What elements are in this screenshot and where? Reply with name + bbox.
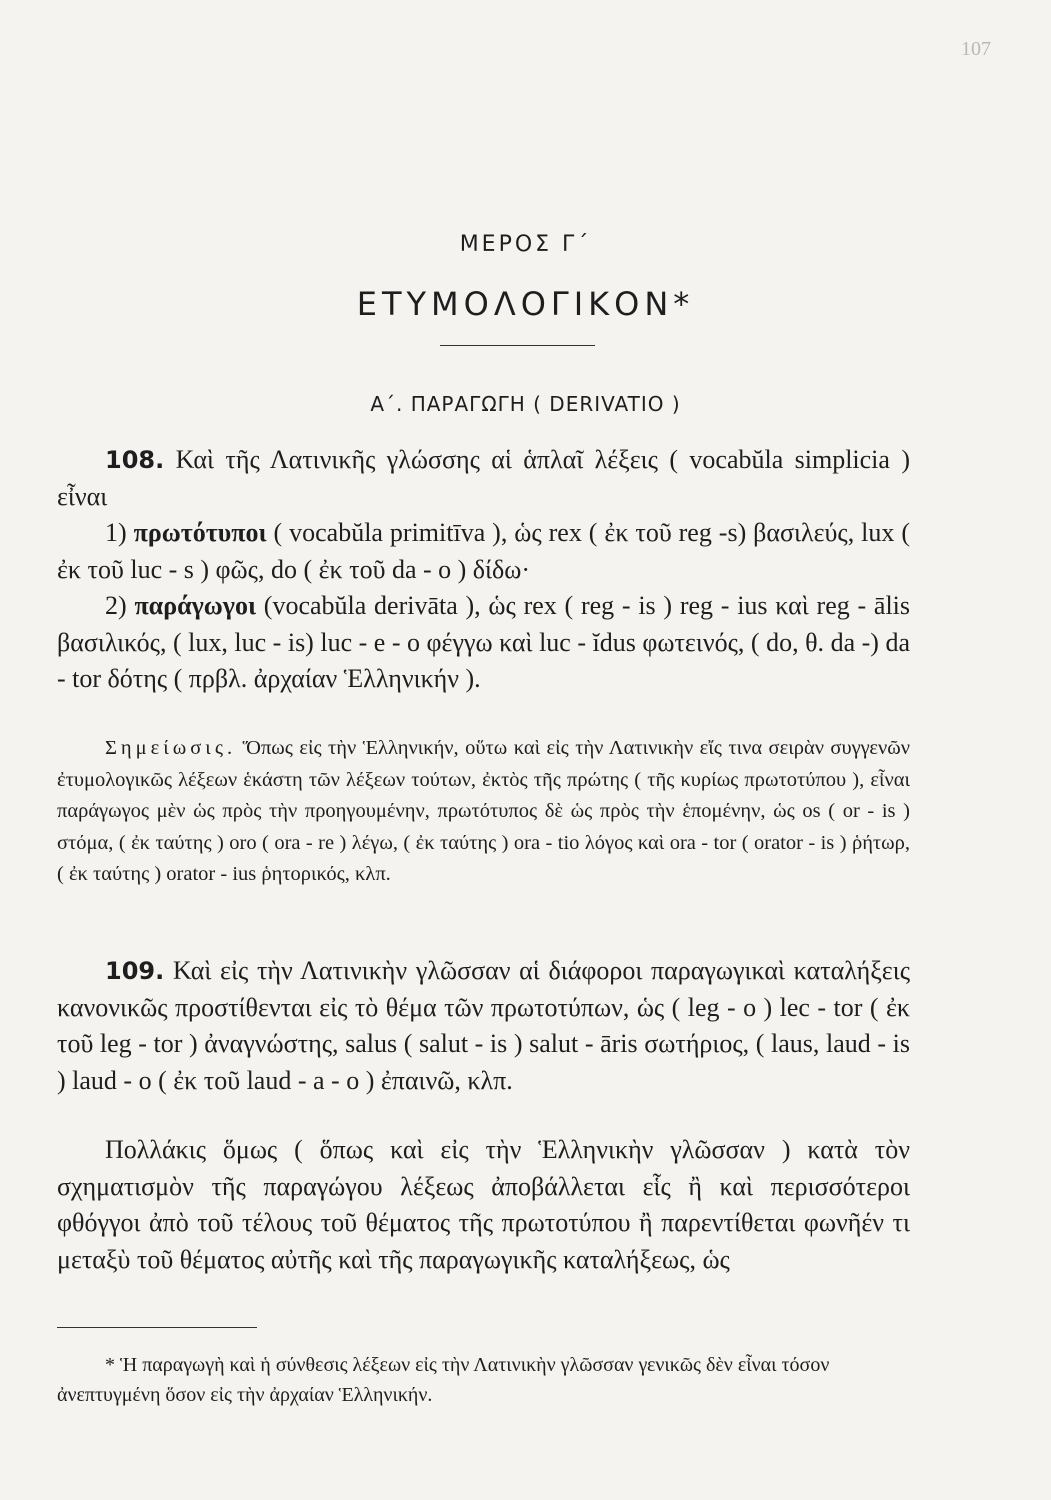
remark-note (57, 733, 910, 891)
remark-label: Σημείωσις. (105, 737, 237, 759)
list-item-derivative (57, 588, 910, 698)
term-derivative: παράγωγοι (134, 591, 257, 620)
list-item-number: 1) (105, 518, 127, 547)
footnote-divider (57, 1327, 257, 1328)
chapter-title: ΕΤΥΜΟΛΟΓΙΚΟΝ* (356, 285, 695, 323)
paragraph-109-continued-text: Πολλάκις ὅμως ( ὅπως καὶ εἰς τὴν Ἑλληνικὴν γλῶσσαν ) κατὰ τὸν σχηματισμὸν τῆς παραγώγου λέξεως ἀποβάλλεται εἷς ἢ καὶ περισσότεροι φθόγγοι ἀπὸ τοῦ τέλους τοῦ θέματος τῆς πρωτοτύπου ἢ παρεντίθεται φωνῆέν τι μεταξὺ τοῦ θέματος αὐτῆς καὶ τῆς παραγωγικῆς καταλήξεως, ὡς (57, 1135, 910, 1274)
paragraph-number-109: 109. (105, 957, 165, 985)
page-number: 107 (961, 38, 991, 60)
part-label: ΜΕΡΟΣ Γ΄ (459, 232, 592, 257)
paragraph-109-text: Καὶ εἰς τὴν Λατινικὴν γλῶσσαν αἱ διάφοροι παραγωγικαὶ καταλήξεις κανονικῶς προστίθενται εἰς τὸ θέμα τῶν πρωτοτύπων, ὡς ( leg - o ) lec - tor ( ἐκ τοῦ leg - tor ) ἀναγνώστης, salus ( salut - is ) salut - āris σωτήριος, ( laus, laud - is ) laud - o ( ἐκ τοῦ laud - a - o ) ἐπαινῶ, κλπ. (57, 956, 911, 1095)
list-item-number: 2) (105, 591, 127, 620)
term-primitive: πρωτότυποι (133, 518, 267, 547)
paragraph-108-intro (57, 442, 910, 515)
paragraph-108-text: Καὶ τῆς Λατινικῆς γλώσσης αἱ ἁπλαῖ λέξεις ( vocabŭla simplicia ) εἶναι (57, 445, 910, 511)
list-item-text: (vocabŭla derivāta ), ὡς rex ( reg - is ) reg - ius καὶ reg - ālis βασιλικός, ( lux, luc - is) luc - e - o φέγγω καὶ luc - ĭdus φωτεινός, ( do, θ. da -) da - tor δότης ( πρβλ. ἀρχαίαν Ἑλληνικήν ). (57, 591, 911, 693)
list-item-text: ( vocabŭla primitīva ), ὡς rex ( ἐκ τοῦ reg -s) βασιλεύς, lux ( ἐκ τοῦ luc - s ) φῶς, do ( ἐκ τοῦ da - o ) δίδω· (57, 518, 911, 584)
paragraph-number-108: 108. (105, 446, 165, 474)
remark-text: Ὅπως εἰς τὴν Ἑλληνικήν, οὕτω καὶ εἰς τὴν Λατινικὴν εἴς τινα σειρὰν συγγενῶν ἐτυμολογικῶς λέξεων ἑκάστη τῶν λέξεων τούτων, ἐκτὸς τῆς πρώτης ( τῆς κυρίως πρωτοτύπου ), εἶναι παράγωγος μὲν ὡς πρὸς τὴν προηγουμένην, πρωτότυπος δὲ ὡς πρὸς τὴν ἑπομένην, ὡς os ( or - is ) στόμα, ( ἐκ ταύτης ) oro ( ora - re ) λέγω, ( ἐκ ταύτης ) ora - tio λόγος καὶ ora - tor ( orator - is ) ῥήτωρ, ( ἐκ ταύτης ) orator - ius ῥητορικός, κλπ. (57, 737, 911, 885)
paragraph-109 (57, 953, 910, 1099)
title-divider (440, 345, 595, 346)
footnote: * Ἡ παραγωγὴ καὶ ἡ σύνθεσις λέξεων εἰς τὴν Λατινικὴν γλῶσσαν γενικῶς δὲν εἶναι τόσον ἀνεπτυγμένη ὅσον εἰς τὴν ἀρχαίαν Ἑλληνικήν. (57, 1354, 830, 1406)
section-heading: Α΄. ΠΑΡΑΓΩΓΗ ( DERIVATIO ) (370, 392, 681, 416)
paragraph-109-continued (57, 1132, 910, 1278)
list-item-primitive (57, 515, 910, 588)
